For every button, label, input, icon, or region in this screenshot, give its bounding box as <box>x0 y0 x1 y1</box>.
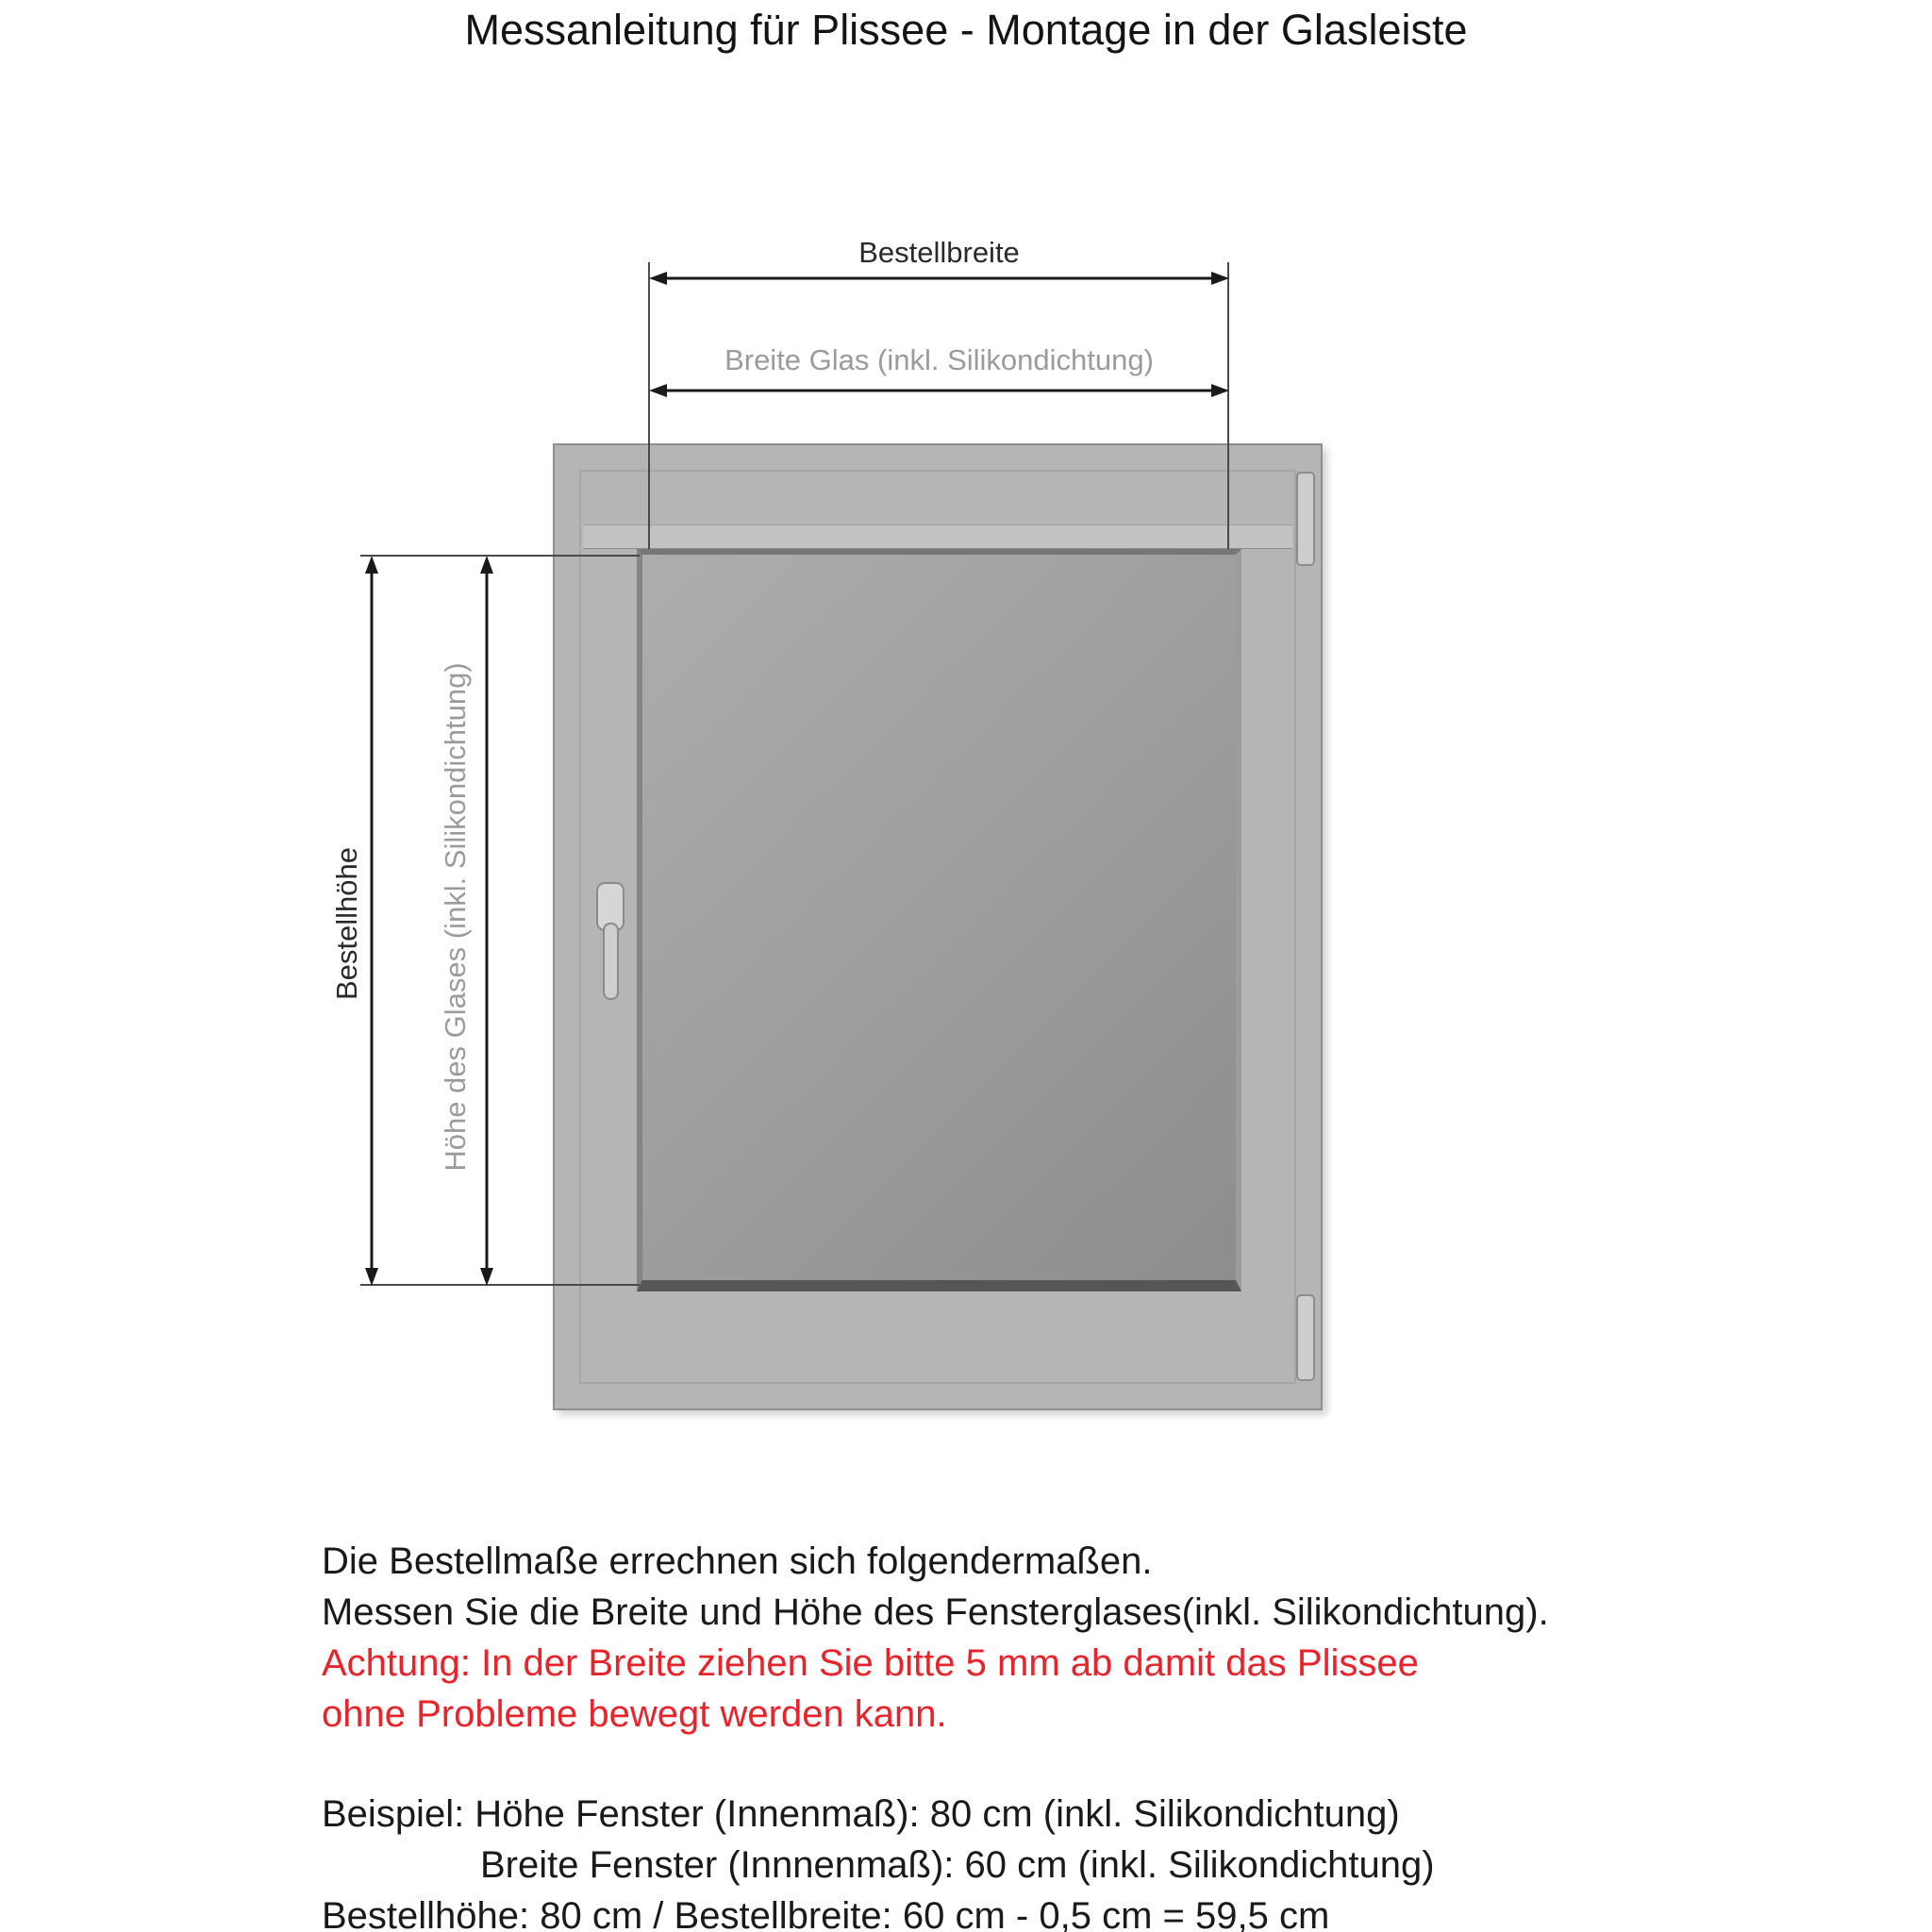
breite-glas-label: Breite Glas (inkl. Silikondichtung) <box>724 343 1154 376</box>
example-block <box>322 1789 1793 1932</box>
warning-line-2: ohne Probleme bewegt werden kann. <box>322 1693 947 1735</box>
hoehe-glas-arrow <box>476 556 497 1286</box>
extension-line-glass-bottom <box>360 1284 640 1286</box>
extension-line-glass-left <box>648 262 650 549</box>
bestellbreite-label: Bestellbreite <box>858 236 1020 269</box>
glazing-bead-strip <box>583 525 1292 549</box>
warning-line-1: Achtung: In der Breite ziehen Sie bitte 5 mm ab damit das Plissee <box>322 1642 1419 1684</box>
instruction-line-1: Die Bestellmaße errechnen sich folgendermaßen. <box>322 1541 1153 1582</box>
hinge-bottom <box>1296 1294 1315 1381</box>
example-line-1: Beispiel: Höhe Fenster (Innenmaß): 80 cm (inkl. Silikondichtung) <box>322 1793 1400 1835</box>
extension-line-glass-top <box>360 555 640 557</box>
hoehe-glas-label: Höhe des Glases (inkl. Silikondichtung) <box>439 662 472 1172</box>
hinge-top <box>1296 472 1315 566</box>
example-line-3: Bestellhöhe: 80 cm / Bestellbreite: 60 cm - 0,5 cm = 59,5 cm <box>322 1895 1330 1932</box>
bestellhoehe-label: Bestellhöhe <box>330 847 363 1001</box>
instructions-block <box>322 1536 1793 1740</box>
example-line-2: Breite Fenster (Innnenmaß): 60 cm (inkl. Silikondichtung) <box>480 1844 1435 1886</box>
breite-glas-arrow <box>649 382 1229 399</box>
instruction-line-2: Messen Sie die Breite und Höhe des Fensterglases(inkl. Silikondichtung). <box>322 1591 1549 1633</box>
page-title: Messanleitung für Plissee - Montage in der Glasleiste <box>464 6 1468 54</box>
extension-line-glass-right <box>1227 262 1229 549</box>
window-handle-grip <box>603 923 619 1000</box>
window-glass <box>637 549 1241 1291</box>
